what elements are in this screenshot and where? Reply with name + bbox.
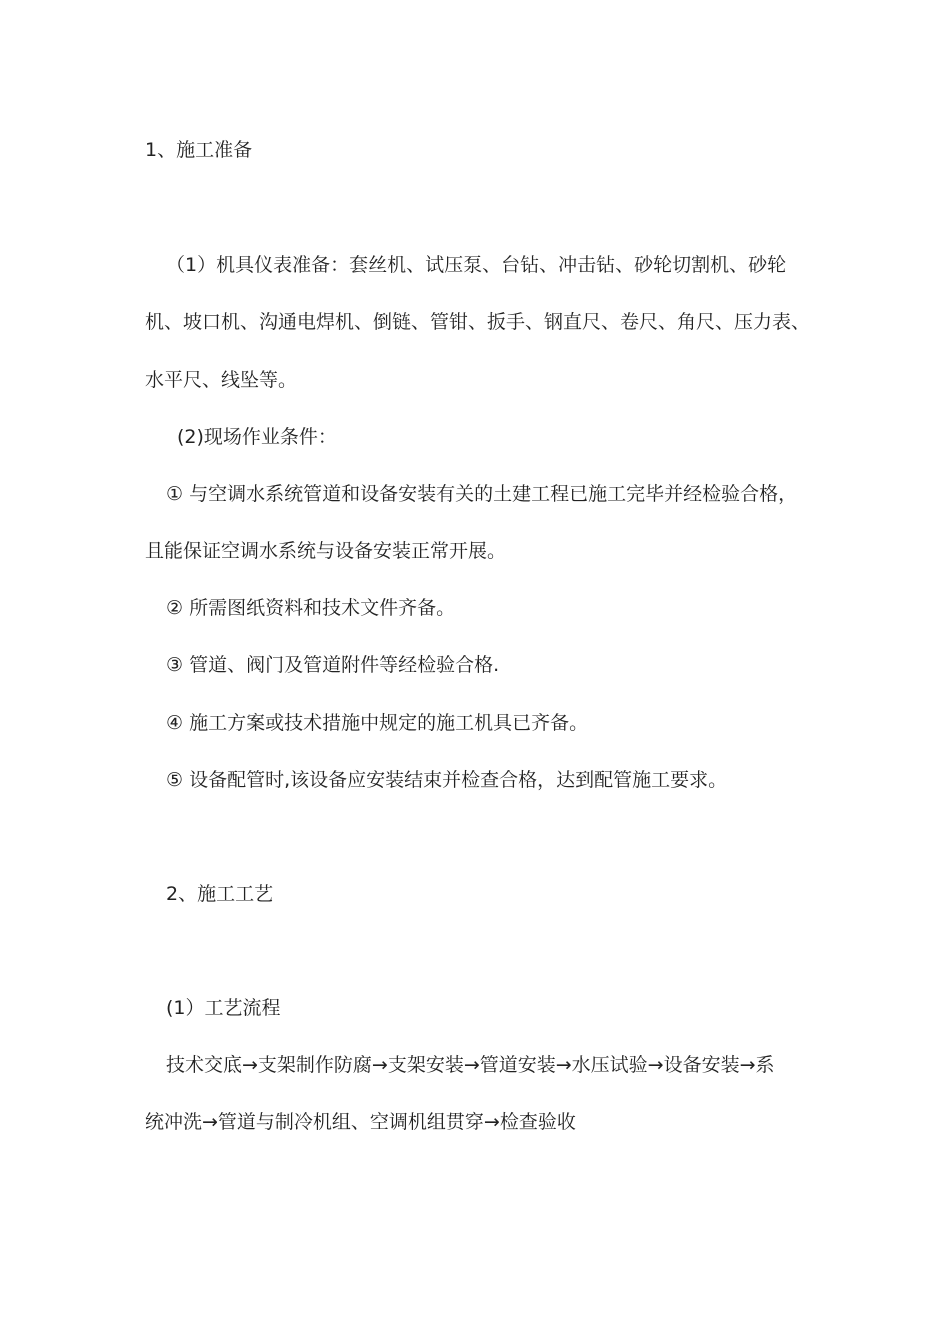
tools-paragraph-line-3: 水平尺、线坠等。 (145, 369, 298, 391)
tools-paragraph-line-1: （1）机具仪表准备：套丝机、试压泵、台钻、冲击钻、砂轮切割机、砂轮 (166, 254, 787, 276)
section2-heading: 2、施工工艺 (166, 883, 274, 905)
condition-1-line-2: 且能保证空调水系统与设备安装正常开展。 (145, 540, 507, 562)
process-flow-heading: (1）工艺流程 (166, 997, 281, 1019)
condition-2: ② 所需图纸资料和技术文件齐备。 (166, 597, 456, 619)
tools-paragraph-line-2: 机、坡口机、沟通电焊机、倒链、管钳、扳手、钢直尺、卷尺、角尺、压力表、 (145, 311, 811, 333)
process-flow-line-2: 统冲洗→管道与制冷机组、空调机组贯穿→检查验收 (145, 1111, 576, 1133)
condition-5: ⑤ 设备配管时,该设备应安装结束并检查合格，达到配管施工要求。 (166, 769, 728, 791)
condition-3: ③ 管道、阀门及管道附件等经检验合格. (166, 654, 500, 676)
condition-1-line-1: ① 与空调水系统管道和设备安装有关的土建工程已施工完毕并经检验合格， (166, 483, 798, 505)
condition-4: ④ 施工方案或技术措施中规定的施工机具已齐备。 (166, 712, 589, 734)
site-conditions-heading: (2)现场作业条件： (177, 426, 337, 448)
process-flow-line-1: 技术交底→支架制作防腐→支架安装→管道安装→水压试验→设备安装→系 (166, 1054, 775, 1076)
section1-heading: 1、施工准备 (145, 139, 253, 161)
